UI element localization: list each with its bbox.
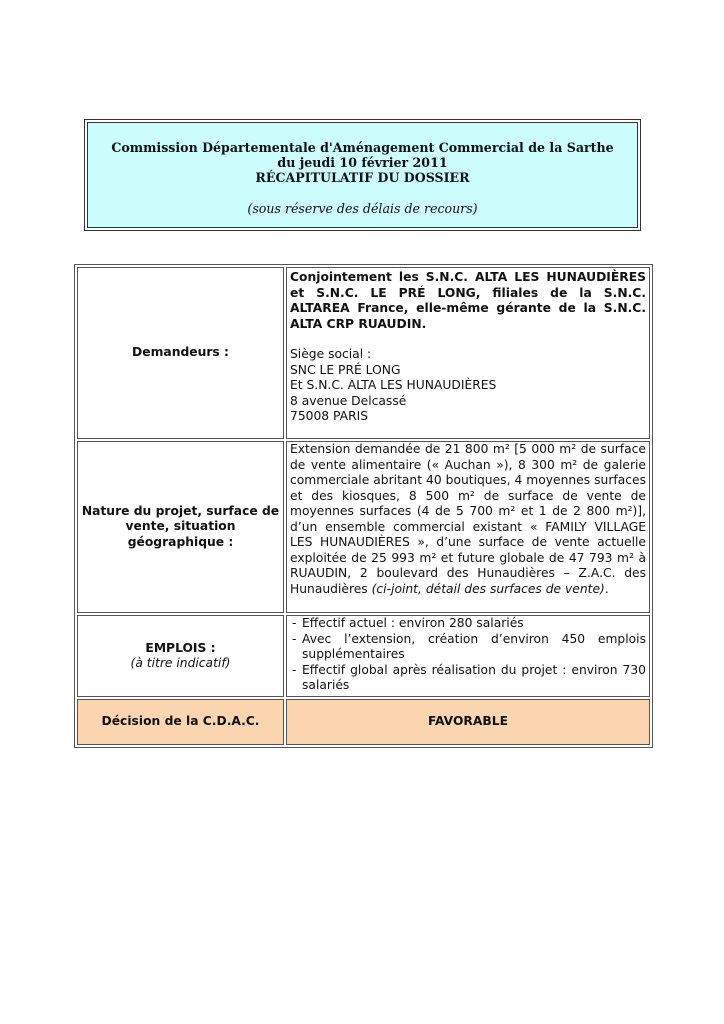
table-row-demandeurs — [77, 267, 650, 439]
decision-value: FAVORABLE — [286, 699, 650, 745]
emplois-list — [290, 616, 646, 694]
siege-title: Siège social : — [290, 347, 372, 361]
siege-line-4: 75008 PARIS — [290, 409, 369, 423]
appeal-note: (sous réserve des délais de recours) — [247, 201, 478, 216]
nature-label: Nature du projet, surface de vente, situation géographique : — [77, 441, 284, 613]
siege-line-3: 8 avenue Delcassé — [290, 393, 407, 408]
emplois-sublabel: (à titre indicatif) — [130, 656, 231, 670]
nature-content — [286, 441, 650, 613]
nature-text-end: . — [604, 581, 609, 596]
table-row-emplois — [77, 615, 650, 697]
nature-text: Extension demandée de 21 800 m² [5 000 m² de surface de vente alimentaire (« Auchan »), 8 300 m² de galerie commerciale abritant 40 boutiques, 4 moyennes surfaces et des kiosques, 8 500 m² de surface de vente de moyennes surfaces (4 de 5 700 m² et 1 de 2 800 m²)], d’un ensemble commercial existant « FAMILY VILLAGE LES HUNAUDIÈRES », d’une surface de vente actuelle exploitée de 25 993 m² et future globale de 47 793 m² à RUAUDIN, 2 boulevard des Hunaudières – Z.A.C. des Hunaudières — [290, 442, 646, 596]
header-box — [84, 119, 641, 231]
commission-title: Commission Départementale d'Aménagement Commercial de la Sarthe — [111, 140, 614, 155]
table-row-decision — [77, 699, 650, 745]
registered-office — [290, 347, 646, 425]
document-title: RÉCAPITULATIF DU DOSSIER — [255, 170, 470, 185]
table-row-nature — [77, 441, 650, 613]
nature-text-italic: (ci-joint, détail des surfaces de vente) — [371, 581, 605, 596]
summary-table — [74, 264, 653, 748]
emplois-content — [286, 615, 650, 697]
header-panel — [87, 122, 638, 228]
list-item: - Effectif actuel : environ 280 salariés — [290, 616, 646, 632]
list-item: - Avec l’extension, création d’environ 450 emplois supplémentaires — [290, 632, 646, 663]
meeting-date: du jeudi 10 février 2011 — [277, 155, 448, 170]
siege-line-1: SNC LE PRÉ LONG — [290, 362, 401, 377]
applicants-text: Conjointement les S.N.C. ALTA LES HUNAUDIÈRES et S.N.C. LE PRÉ LONG, filiales de la S.N.C. ALTAREA France, elle-même gérante de la S.N.C. ALTA CRP RUAUDIN. — [290, 270, 646, 331]
emplois-label-cell — [77, 615, 284, 697]
emplois-label: EMPLOIS : — [145, 640, 216, 655]
demandeurs-label: Demandeurs : — [77, 267, 284, 439]
list-item: - Effectif global après réalisation du projet : environ 730 salariés — [290, 663, 646, 694]
siege-line-2: Et S.N.C. ALTA LES HUNAUDIÈRES — [290, 378, 497, 392]
demandeurs-content — [286, 267, 650, 439]
decision-label: Décision de la C.D.A.C. — [77, 699, 284, 745]
